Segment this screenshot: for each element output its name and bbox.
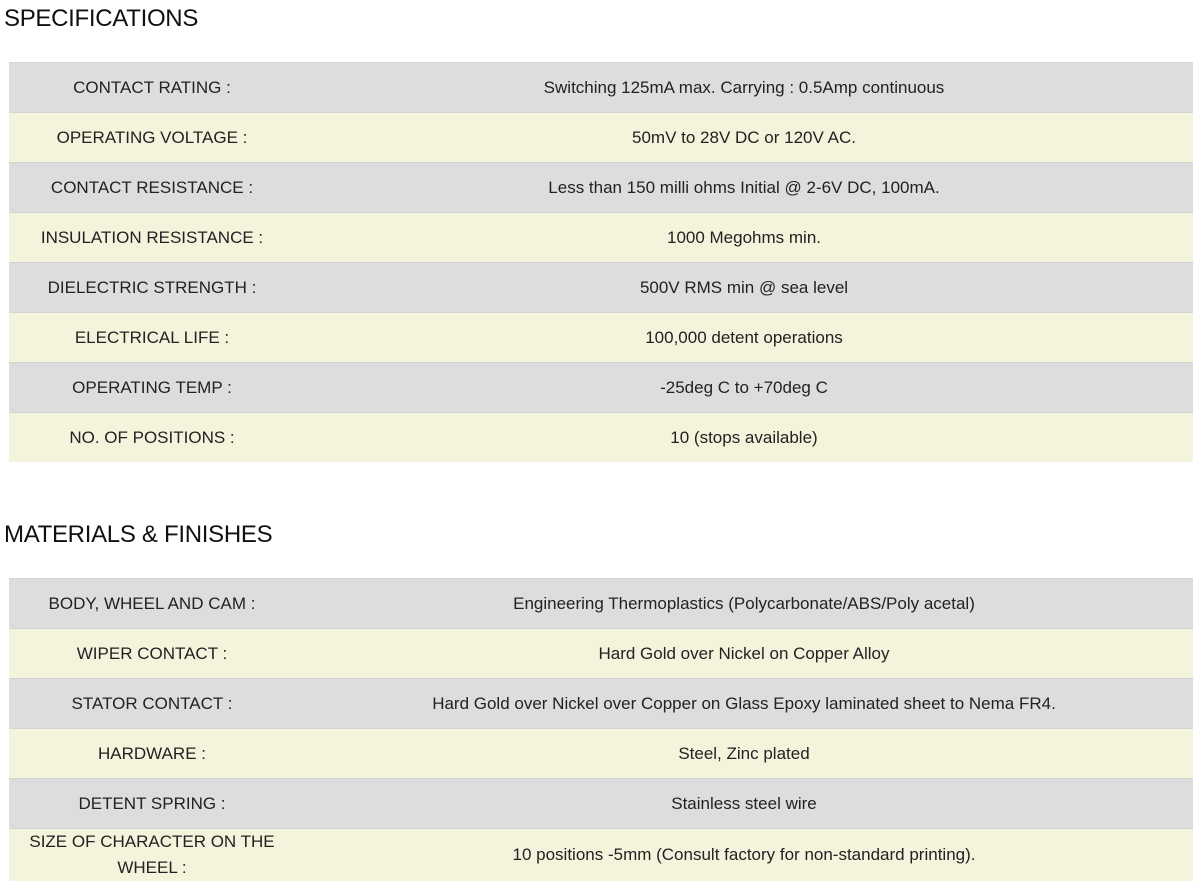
- spec-label: OPERATING VOLTAGE :: [9, 113, 295, 163]
- spec-value: 100,000 detent operations: [295, 313, 1193, 363]
- table-row: [9, 679, 1193, 729]
- spec-value: Switching 125mA max. Carrying : 0.5Amp continuous: [295, 63, 1193, 113]
- material-label: HARDWARE :: [9, 729, 295, 779]
- material-label: SIZE OF CHARACTER ON THE WHEEL :: [9, 829, 295, 882]
- materials-table: [9, 578, 1193, 881]
- table-row: [9, 413, 1193, 463]
- spec-label: ELECTRICAL LIFE :: [9, 313, 295, 363]
- table-row: [9, 263, 1193, 313]
- spec-value: 10 (stops available): [295, 413, 1193, 463]
- spec-label: CONTACT RESISTANCE :: [9, 163, 295, 213]
- table-row: [9, 829, 1193, 882]
- table-row: [9, 113, 1193, 163]
- spec-value: -25deg C to +70deg C: [295, 363, 1193, 413]
- material-value: 10 positions -5mm (Consult factory for non-standard printing).: [295, 829, 1193, 882]
- table-row: [9, 629, 1193, 679]
- spec-value: Less than 150 milli ohms Initial @ 2-6V DC, 100mA.: [295, 163, 1193, 213]
- spec-label: DIELECTRIC STRENGTH :: [9, 263, 295, 313]
- table-row: [9, 63, 1193, 113]
- table-row: [9, 313, 1193, 363]
- material-value: Hard Gold over Nickel on Copper Alloy: [295, 629, 1193, 679]
- table-row: [9, 579, 1193, 629]
- spec-value: 50mV to 28V DC or 120V AC.: [295, 113, 1193, 163]
- material-label: BODY, WHEEL AND CAM :: [9, 579, 295, 629]
- table-row: [9, 779, 1193, 829]
- table-row: [9, 363, 1193, 413]
- spec-label: CONTACT RATING :: [9, 63, 295, 113]
- spec-value: 1000 Megohms min.: [295, 213, 1193, 263]
- material-label: WIPER CONTACT :: [9, 629, 295, 679]
- table-row: [9, 163, 1193, 213]
- material-value: Hard Gold over Nickel over Copper on Glass Epoxy laminated sheet to Nema FR4.: [295, 679, 1193, 729]
- table-row: [9, 729, 1193, 779]
- table-row: [9, 213, 1193, 263]
- material-label: STATOR CONTACT :: [9, 679, 295, 729]
- spec-label: NO. OF POSITIONS :: [9, 413, 295, 463]
- specifications-heading: SPECIFICATIONS: [4, 5, 199, 32]
- spec-label: INSULATION RESISTANCE :: [9, 213, 295, 263]
- spec-value: 500V RMS min @ sea level: [295, 263, 1193, 313]
- specifications-table: [9, 62, 1193, 462]
- materials-heading: MATERIALS & FINISHES: [4, 521, 273, 548]
- material-label: DETENT SPRING :: [9, 779, 295, 829]
- material-value: Stainless steel wire: [295, 779, 1193, 829]
- spec-label: OPERATING TEMP :: [9, 363, 295, 413]
- material-value: Steel, Zinc plated: [295, 729, 1193, 779]
- material-value: Engineering Thermoplastics (Polycarbonate/ABS/Poly acetal): [295, 579, 1193, 629]
